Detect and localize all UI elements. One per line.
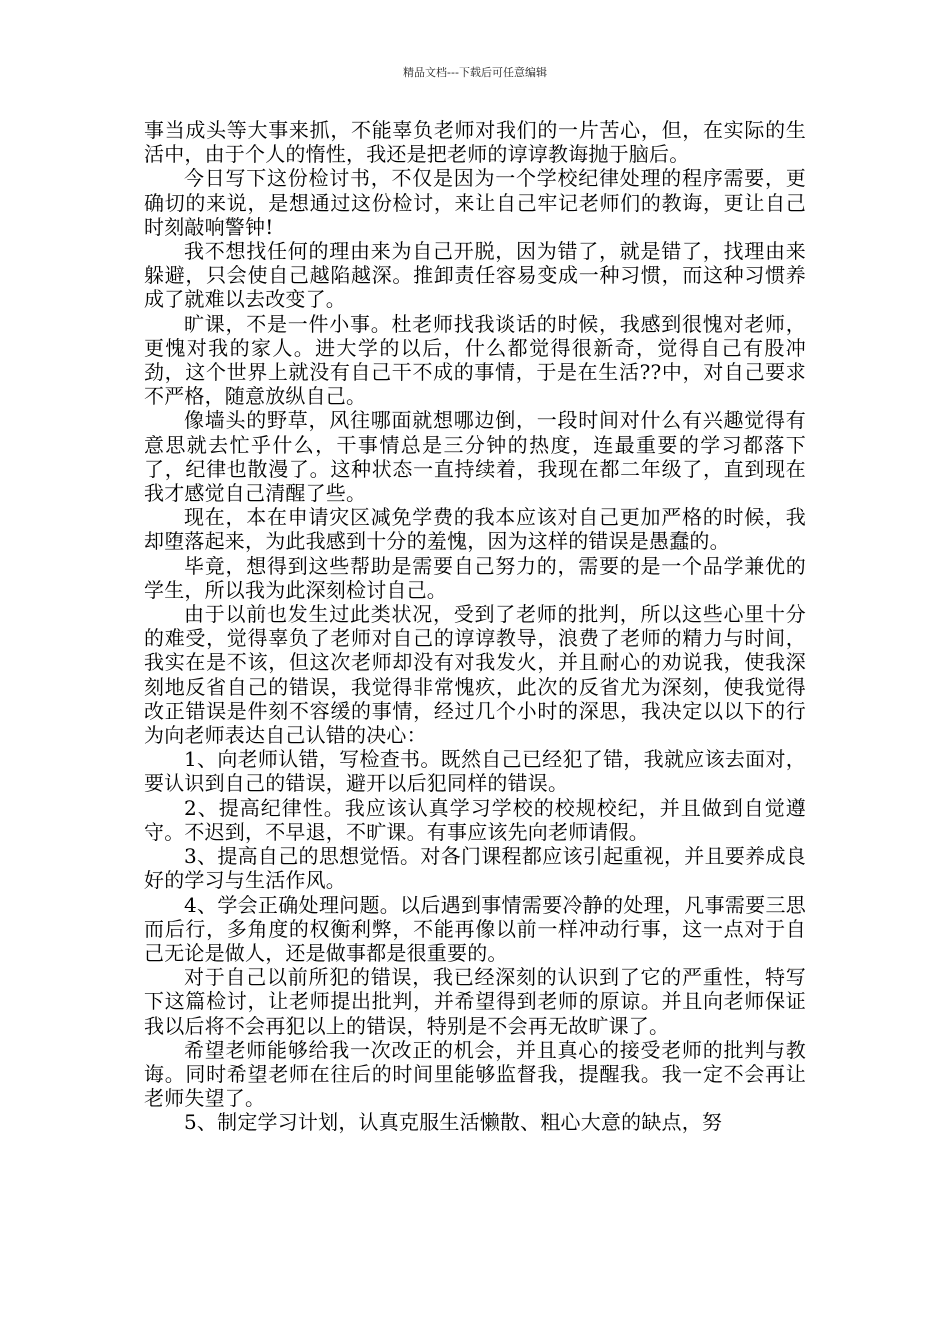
list-item: 5、制定学习计划，认真克服生活懒散、粗心大意的缺点，努 <box>184 1110 723 1135</box>
paragraph: 事当成头等大事来抓，不能辜负老师对我们的一片苦心，但，在实际的生活中，由于个人的惰性，我还是把老师的谆谆教诲抛于脑后。 <box>144 118 806 167</box>
paragraph: 由于以前也发生过此类状况，受到了老师的批判，所以这些心里十分的难受，觉得辜负了老师对自己的谆谆教导，浪费了老师的精力与时间，我实在是不该，但这次老师却没有对我发火，并且耐心的劝说我，使我深刻地反省自己的错误，我觉得非常愧疚，此次的反省尤为深刻，使我觉得改正错误是件刻不容缓的事情，经过几个小时的深思，我决定以以下的行为向老师表达自己认错的决心： <box>144 602 806 748</box>
paragraph: 像墙头的野草，风往哪面就想哪边倒，一段时间对什么有兴趣觉得有意思就去忙乎什么，干事情总是三分钟的热度，连最重要的学习都落下了，纪律也散漫了。这种状态一直持续着，我现在都二年级了，直到现在我才感觉自己清醒了些。 <box>144 408 806 506</box>
list-item: 4、学会正确处理问题。以后遇到事情需要冷静的处理，凡事需要三思而后行，多角度的权衡利弊，不能再像以前一样冲动行事，这一点对于自己无论是做人，还是做事都是很重要的。 <box>144 892 806 965</box>
paragraph: 旷课，不是一件小事。杜老师找我谈话的时候，我感到很愧对老师，更愧对我的家人。进大学的以后，什么都觉得很新奇，觉得自己有股冲劲，这个世界上就没有自己干不成的事情，于是在生活??中，对自己要求不严格，随意放纵自己。 <box>144 311 806 409</box>
paragraph: 我不想找任何的理由来为自己开脱，因为错了，就是错了，找理由来躲避，只会使自己越陷越深。推卸责任容易变成一种习惯，而这种习惯养成了就难以去改变了。 <box>144 239 806 312</box>
document-body <box>144 118 806 1135</box>
page-header: 精品文档---下载后可任意编辑 <box>403 66 547 79</box>
paragraph: 对于自己以前所犯的错误，我已经深刻的认识到了它的严重性，特写下这篇检讨，让老师提出批判，并希望得到老师的原谅。并且向老师保证我以后将不会再犯以上的错误，特别是不会再无故旷课了。 <box>144 965 806 1038</box>
paragraph: 现在，本在申请灾区减免学费的我本应该对自己更加严格的时候，我却堕落起来，为此我感到十分的羞愧，因为这样的错误是愚蠢的。 <box>144 505 806 554</box>
paragraph: 毕竟，想得到这些帮助是需要自己努力的，需要的是一个品学兼优的学生，所以我为此深刻检讨自己。 <box>144 553 806 602</box>
paragraph: 今日写下这份检讨书，不仅是因为一个学校纪律处理的程序需要，更确切的来说，是想通过这份检讨，来让自己牢记老师们的教诲，更让自己时刻敲响警钟! <box>144 166 806 239</box>
list-item: 2、提高纪律性。我应该认真学习学校的校规校纪，并且做到自觉遵守。不迟到，不早退，不旷课。有事应该先向老师请假。 <box>144 795 806 844</box>
list-item: 3、提高自己的思想觉悟。对各门课程都应该引起重视，并且要养成良好的学习与生活作风。 <box>144 844 806 893</box>
paragraph: 希望老师能够给我一次改正的机会，并且真心的接受老师的批判与教诲。同时希望老师在往后的时间里能够监督我，提醒我。我一定不会再让老师失望了。 <box>144 1037 806 1111</box>
list-item: 1、向老师认错，写检查书。既然自己已经犯了错，我就应该去面对，要认识到自己的错误，避开以后犯同样的错误。 <box>144 747 806 796</box>
